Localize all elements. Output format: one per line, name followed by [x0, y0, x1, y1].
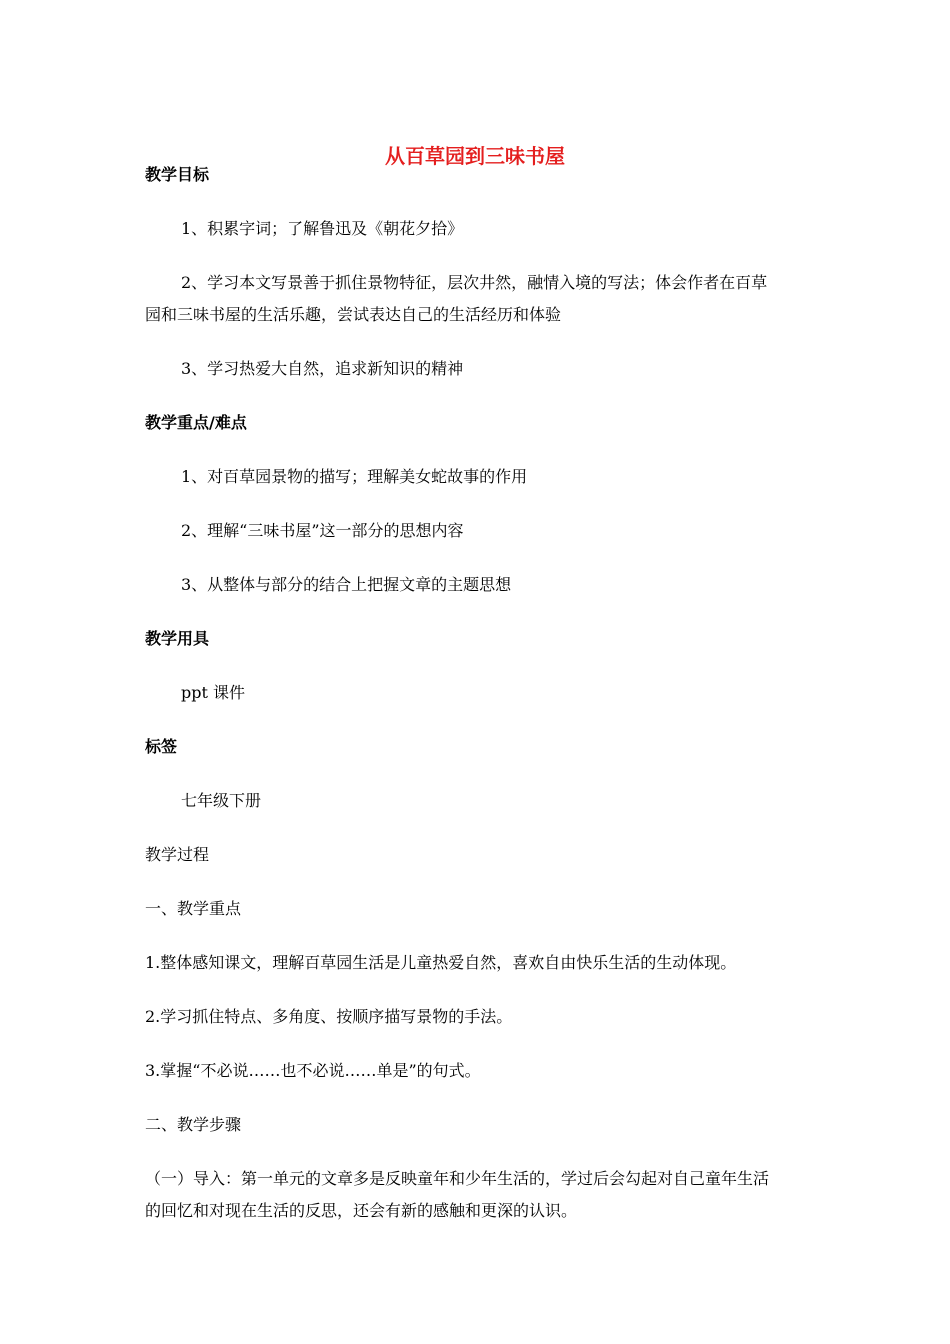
tools-value: ppt 课件 — [181, 683, 246, 702]
intro-line-1: （一）导入：第一单元的文章多是反映童年和少年生活的，学过后会勾起对自己童年生活 — [145, 1169, 770, 1188]
process-heading: 教学过程 — [145, 845, 210, 864]
key-point-2: 2、理解“三味书屋”这一部分的思想内容 — [181, 521, 464, 540]
tags-heading: 标签 — [145, 737, 178, 756]
goal-item-2-continued: 园和三味书屋的生活乐趣，尝试表达自己的生活经历和体验 — [145, 305, 562, 324]
focus-point-2: 2.学习抓住特点、多角度、按顺序描写景物的手法。 — [145, 1007, 513, 1026]
key-points-heading: 教学重点/难点 — [145, 413, 247, 432]
document-title: 从百草园到三味书屋 — [385, 144, 565, 168]
tools-heading: 教学用具 — [145, 629, 210, 648]
goal-item-1: 1、积累字词；了解鲁迅及《朝花夕拾》 — [181, 219, 464, 238]
key-point-1: 1、对百草园景物的描写；理解美女蛇故事的作用 — [181, 467, 528, 486]
goal-item-2: 2、学习本文写景善于抓住景物特征，层次井然，融情入境的写法；体会作者在百草 — [181, 273, 768, 292]
section-teaching-focus: 一、教学重点 — [145, 899, 242, 918]
focus-point-3: 3.掌握“不必说……也不必说……单是”的句式。 — [145, 1061, 481, 1080]
goals-heading: 教学目标 — [145, 165, 210, 184]
key-point-3: 3、从整体与部分的结合上把握文章的主题思想 — [181, 575, 512, 594]
focus-point-1: 1.整体感知课文，理解百草园生活是儿童热爱自然，喜欢自由快乐生活的生动体现。 — [145, 953, 737, 972]
goal-item-3: 3、学习热爱大自然，追求新知识的精神 — [181, 359, 464, 378]
intro-line-2: 的回忆和对现在生活的反思，还会有新的感触和更深的认识。 — [145, 1201, 578, 1220]
tags-value: 七年级下册 — [181, 791, 262, 810]
section-teaching-steps: 二、教学步骤 — [145, 1115, 242, 1134]
